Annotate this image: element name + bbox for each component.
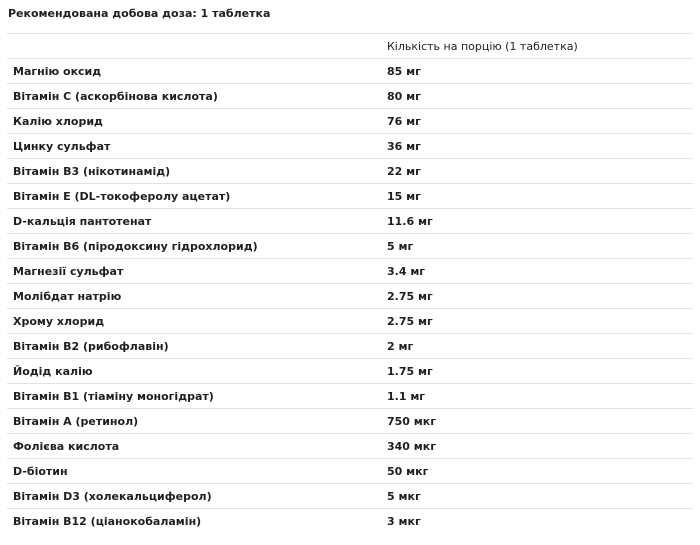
- table-row: [7, 58, 693, 83]
- recommended-dose: Рекомендована добова доза: 1 таблетка: [8, 7, 271, 20]
- table-row: [7, 433, 693, 458]
- ingredient-name: Вітамін В2 (рибофлавін): [13, 339, 169, 353]
- ingredient-amount: 36 мг: [387, 139, 421, 153]
- ingredient-name: Вітамін Е (DL-токоферолу ацетат): [13, 189, 231, 203]
- table-body: [7, 58, 693, 533]
- ingredient-name: Фолієва кислота: [13, 439, 120, 453]
- ingredient-name: Вітамін В6 (піродоксину гідрохлорид): [13, 239, 258, 253]
- ingredient-amount: 50 мкг: [387, 464, 429, 478]
- table-row: [7, 208, 693, 233]
- ingredient-amount: 11.6 мг: [387, 214, 433, 228]
- table-row: [7, 508, 693, 533]
- ingredient-name: Йодід калію: [13, 364, 93, 378]
- ingredient-name: Калію хлорид: [13, 114, 103, 128]
- ingredient-amount: 340 мкг: [387, 439, 436, 453]
- ingredient-name: D-біотин: [13, 464, 68, 478]
- table-row: [7, 183, 693, 208]
- ingredient-name: Вітамін А (ретинол): [13, 414, 139, 428]
- ingredient-amount: 80 мг: [387, 89, 421, 103]
- table-row: [7, 408, 693, 433]
- ingredient-name: Вітамін С (аскорбінова кислота): [13, 89, 218, 103]
- ingredient-name: Цинку сульфат: [13, 139, 111, 153]
- table-header-row: [7, 33, 693, 58]
- ingredient-amount: 15 мг: [387, 189, 421, 203]
- table-row: [7, 158, 693, 183]
- nutrition-table: [7, 33, 693, 533]
- ingredient-amount: 750 мкг: [387, 414, 436, 428]
- table-row: [7, 233, 693, 258]
- table-row: [7, 308, 693, 333]
- header-amount-cell: Кількість на порцію (1 таблетка): [387, 39, 578, 53]
- ingredient-amount: 5 мг: [387, 239, 414, 253]
- ingredient-amount: 2 мг: [387, 339, 414, 353]
- ingredient-amount: 2.75 мг: [387, 314, 433, 328]
- table-row: [7, 283, 693, 308]
- ingredient-amount: 3.4 мг: [387, 264, 426, 278]
- table-row: [7, 333, 693, 358]
- ingredient-amount: 76 мг: [387, 114, 421, 128]
- table-row: [7, 83, 693, 108]
- table-row: [7, 483, 693, 508]
- ingredient-name: Магнезії сульфат: [13, 264, 124, 278]
- ingredient-amount: 85 мг: [387, 64, 421, 78]
- table-row: [7, 133, 693, 158]
- ingredient-amount: 1.75 мг: [387, 364, 433, 378]
- table-row: [7, 383, 693, 408]
- ingredient-amount: 5 мкг: [387, 489, 421, 503]
- table-row: [7, 458, 693, 483]
- ingredient-name: Вітамін D3 (холекальциферол): [13, 489, 212, 503]
- ingredient-name: Вітамін В1 (тіаміну моногідрат): [13, 389, 214, 403]
- table-row: [7, 358, 693, 383]
- table-row: [7, 108, 693, 133]
- ingredient-name: Молібдат натрію: [13, 289, 122, 303]
- ingredient-name: Вітамін В12 (ціанокобаламін): [13, 514, 202, 528]
- ingredient-amount: 1.1 мг: [387, 389, 426, 403]
- ingredient-amount: 22 мг: [387, 164, 421, 178]
- ingredient-amount: 2.75 мг: [387, 289, 433, 303]
- ingredient-name: Вітамін В3 (нікотинамід): [13, 164, 171, 178]
- ingredient-name: Хрому хлорид: [13, 314, 105, 328]
- ingredient-name: Магнію оксид: [13, 64, 102, 78]
- ingredient-name: D-кальція пантотенат: [13, 214, 152, 228]
- ingredient-amount: 3 мкг: [387, 514, 421, 528]
- table-row: [7, 258, 693, 283]
